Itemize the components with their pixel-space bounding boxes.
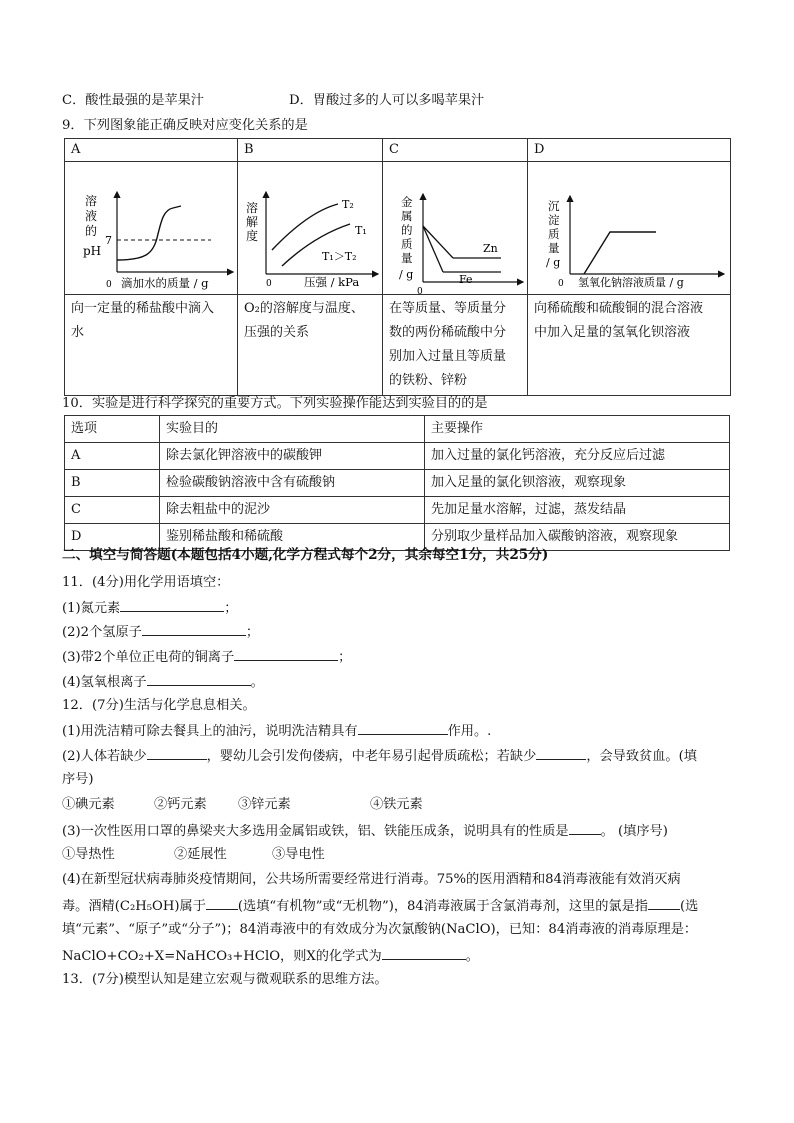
q9-table [64,138,731,396]
graph-b-curve-t2: T₂ [342,198,354,211]
graph-a-origin: 0 [106,280,112,290]
q10-cell: 除去粗盐中的泥沙 [160,497,425,524]
table-row [65,443,730,470]
q12-part-3: (3)一次性医用口罩的鼻梁夹大多选用金属铝或铁，铝、铁能压成条，说明具有的性质是 。 (填序号) [62,821,668,841]
option: ①碘元素 [62,797,115,812]
q12-part-1: (1)用洗洁精可除去餐具上的油污，说明洗洁精具有 作用。. [62,721,491,741]
q10-cell: C [65,497,160,524]
graph-c-ylabel-3: 的 [401,223,413,237]
graph-b-origin: 0 [266,279,272,289]
q12-part-4-line3: 填“元素”、“原子”或“分子”)；84消毒液中的有效成分为次氯酸钠(NaClO)，已知：84消毒液的消毒原理是： [62,922,698,937]
option: ②钙元素 [154,797,207,812]
q8-option-c: C．酸性最强的是苹果汁 [62,93,204,108]
graph-b-ylabel-1: 溶 [246,201,259,215]
q11-item-2: (2)2个氢原子 ； [62,622,259,642]
q11-stem: 11．(4分)用化学用语填空： [62,575,230,590]
header-b: B [238,139,383,162]
q10-header-op: 主要操作 [425,416,730,443]
q11-item-4: (4)氢氧根离子 。 [62,672,264,692]
graph-a-ylabel-4: pH [83,244,102,258]
q8-option-d: D．胃酸过多的人可以多喝苹果汁 [289,93,485,108]
graph-c-curve-zn: Zn [483,242,498,255]
graph-a-ylabel-1: 溶 [85,194,98,208]
option: ③锌元素 [238,797,291,812]
q12-part-2-cont: 序号) [62,772,94,787]
q11-item-1: (1)氮元素 ； [62,598,237,618]
desc-c: 在等质量、等质量分 数的两份稀硫酸中分 别加入过量且等质量 的铁粉、锌粉 [383,295,528,396]
desc-b: O₂的溶解度与温度、 压强的关系 [238,295,383,396]
graph-b-ylabel-3: 度 [246,229,259,243]
answer-blank[interactable] [147,746,207,760]
answer-blank[interactable] [147,672,251,686]
answer-blank[interactable] [234,647,338,661]
q12-options-2 [62,796,423,814]
graph-a [65,162,238,295]
q12-part-4-line1: (4)在新型冠状病毒肺炎疫情期间，公共场所需要经常进行消毒。75%的医用酒精和84消毒液能有效消灭病 [62,872,681,887]
header-c: C [383,139,528,162]
graph-c [383,162,528,295]
q12-options-3 [62,846,325,864]
option: ②延展性 [174,847,227,862]
table-row [65,470,730,497]
graph-c-ylabel-2: 属 [401,209,413,223]
q10-cell: 先加足量水溶解，过滤，蒸发结晶 [425,497,730,524]
graph-d-ylabel-1: 沉 [548,199,560,213]
graph-c-ylabel-6: / g [399,268,414,281]
q10-cell: 分别取少量样品加入碳酸钠溶液，观察现象 [425,524,730,551]
q10-cell: 检验碳酸钠溶液中含有硫酸钠 [160,470,425,497]
answer-blank[interactable] [142,622,246,636]
graph-d-ylabel-3: 质 [548,227,560,241]
desc-d: 向稀硫酸和硫酸铜的混合溶液 中加入足量的氢氧化钡溶液 [528,295,731,396]
graph-c-ylabel-1: 金 [401,195,413,209]
graph-d [528,162,731,295]
option: ③导电性 [272,847,325,862]
graph-c-origin: 0 [417,287,423,297]
table-row [65,497,730,524]
q10-cell: B [65,470,160,497]
q10-header-option: 选项 [65,416,160,443]
graph-c-curve-fe: Fe [459,273,473,286]
q12-part-4-line4: NaClO+CO₂+X=NaHCO₃+HClO，则X的化学式为 。 [62,946,479,966]
q10-cell: 加入过量的氯化钙溶液，充分反应后过滤 [425,443,730,470]
graph-c-ylabel-4: 质 [401,237,413,251]
graph-a-xlabel: 滴加水的质量 / g [121,276,209,290]
q10-cell: A [65,443,160,470]
q10-header-goal: 实验目的 [160,416,425,443]
answer-blank[interactable] [536,746,586,760]
q10-cell: 除去氯化钾溶液中的碳酸钾 [160,443,425,470]
graph-b-xlabel: 压强 / kPa [304,275,360,289]
q9-stem: 9．下列图象能正确反映对应变化关系的是 [62,118,308,133]
header-d: D [528,139,731,162]
graph-d-origin: 0 [558,279,564,289]
section2-title: 二、填空与简答题(本题包括4小题,化学方程式每个2分，其余每空1分，共25分) [62,547,549,563]
q10-table [64,415,730,551]
graph-b-curve-t1: T₁ [355,224,367,237]
answer-blank[interactable] [120,598,224,612]
graph-a-ylabel-2: 液 [85,209,98,223]
answer-blank[interactable] [648,896,680,910]
q10-cell: 加入足量的氯化钡溶液，观察现象 [425,470,730,497]
q10-cell: D [65,524,160,551]
q10-cell: 鉴别稀盐酸和稀硫酸 [160,524,425,551]
graph-b-note: T₁＞T₂ [322,250,357,263]
q12-stem: 12．(7分)生活与化学息息相关。 [62,698,256,713]
graph-c-ylabel-5: 量 [401,251,413,265]
desc-a: 向一定量的稀盐酸中滴入 水 [65,295,238,396]
header-a: A [65,139,238,162]
answer-blank[interactable] [206,896,238,910]
graph-a-mark-7: 7 [105,234,112,247]
q11-item-3: (3)带2个单位正电荷的铜离子 ； [62,647,351,667]
graph-d-xlabel: 氢氧化钠溶液质量 / g [578,276,684,289]
graph-b-ylabel-2: 解 [246,215,259,229]
graph-d-ylabel-4: 量 [548,241,560,255]
q12-part-2: (2)人体若缺少 ，婴幼儿会引发佝偻病，中老年易引起骨质疏松；若缺少 ，会导致贫血。(填 [62,746,697,766]
graph-a-ylabel-3: 的 [85,224,98,238]
q12-part-4-line2: 毒。酒精(C₂H₅OH)属于 (选填“有机物”或“无机物”)，84消毒液属于含氯消毒剂，这里的氯是指 (选 [62,896,698,916]
graph-d-ylabel-5: / g [546,256,561,269]
answer-blank[interactable] [358,721,448,735]
option: ①导热性 [62,847,115,862]
graph-d-ylabel-2: 淀 [548,213,560,227]
option: ④铁元素 [370,797,423,812]
answer-blank[interactable] [382,946,466,960]
q13-stem: 13．(7分)模型认知是建立宏观与微观联系的思维方法。 [62,972,388,987]
answer-blank[interactable] [569,821,601,835]
graph-b [238,162,383,295]
q10-stem: 10．实验是进行科学探究的重要方式。下列实验操作能达到实验目的的是 [62,396,488,411]
